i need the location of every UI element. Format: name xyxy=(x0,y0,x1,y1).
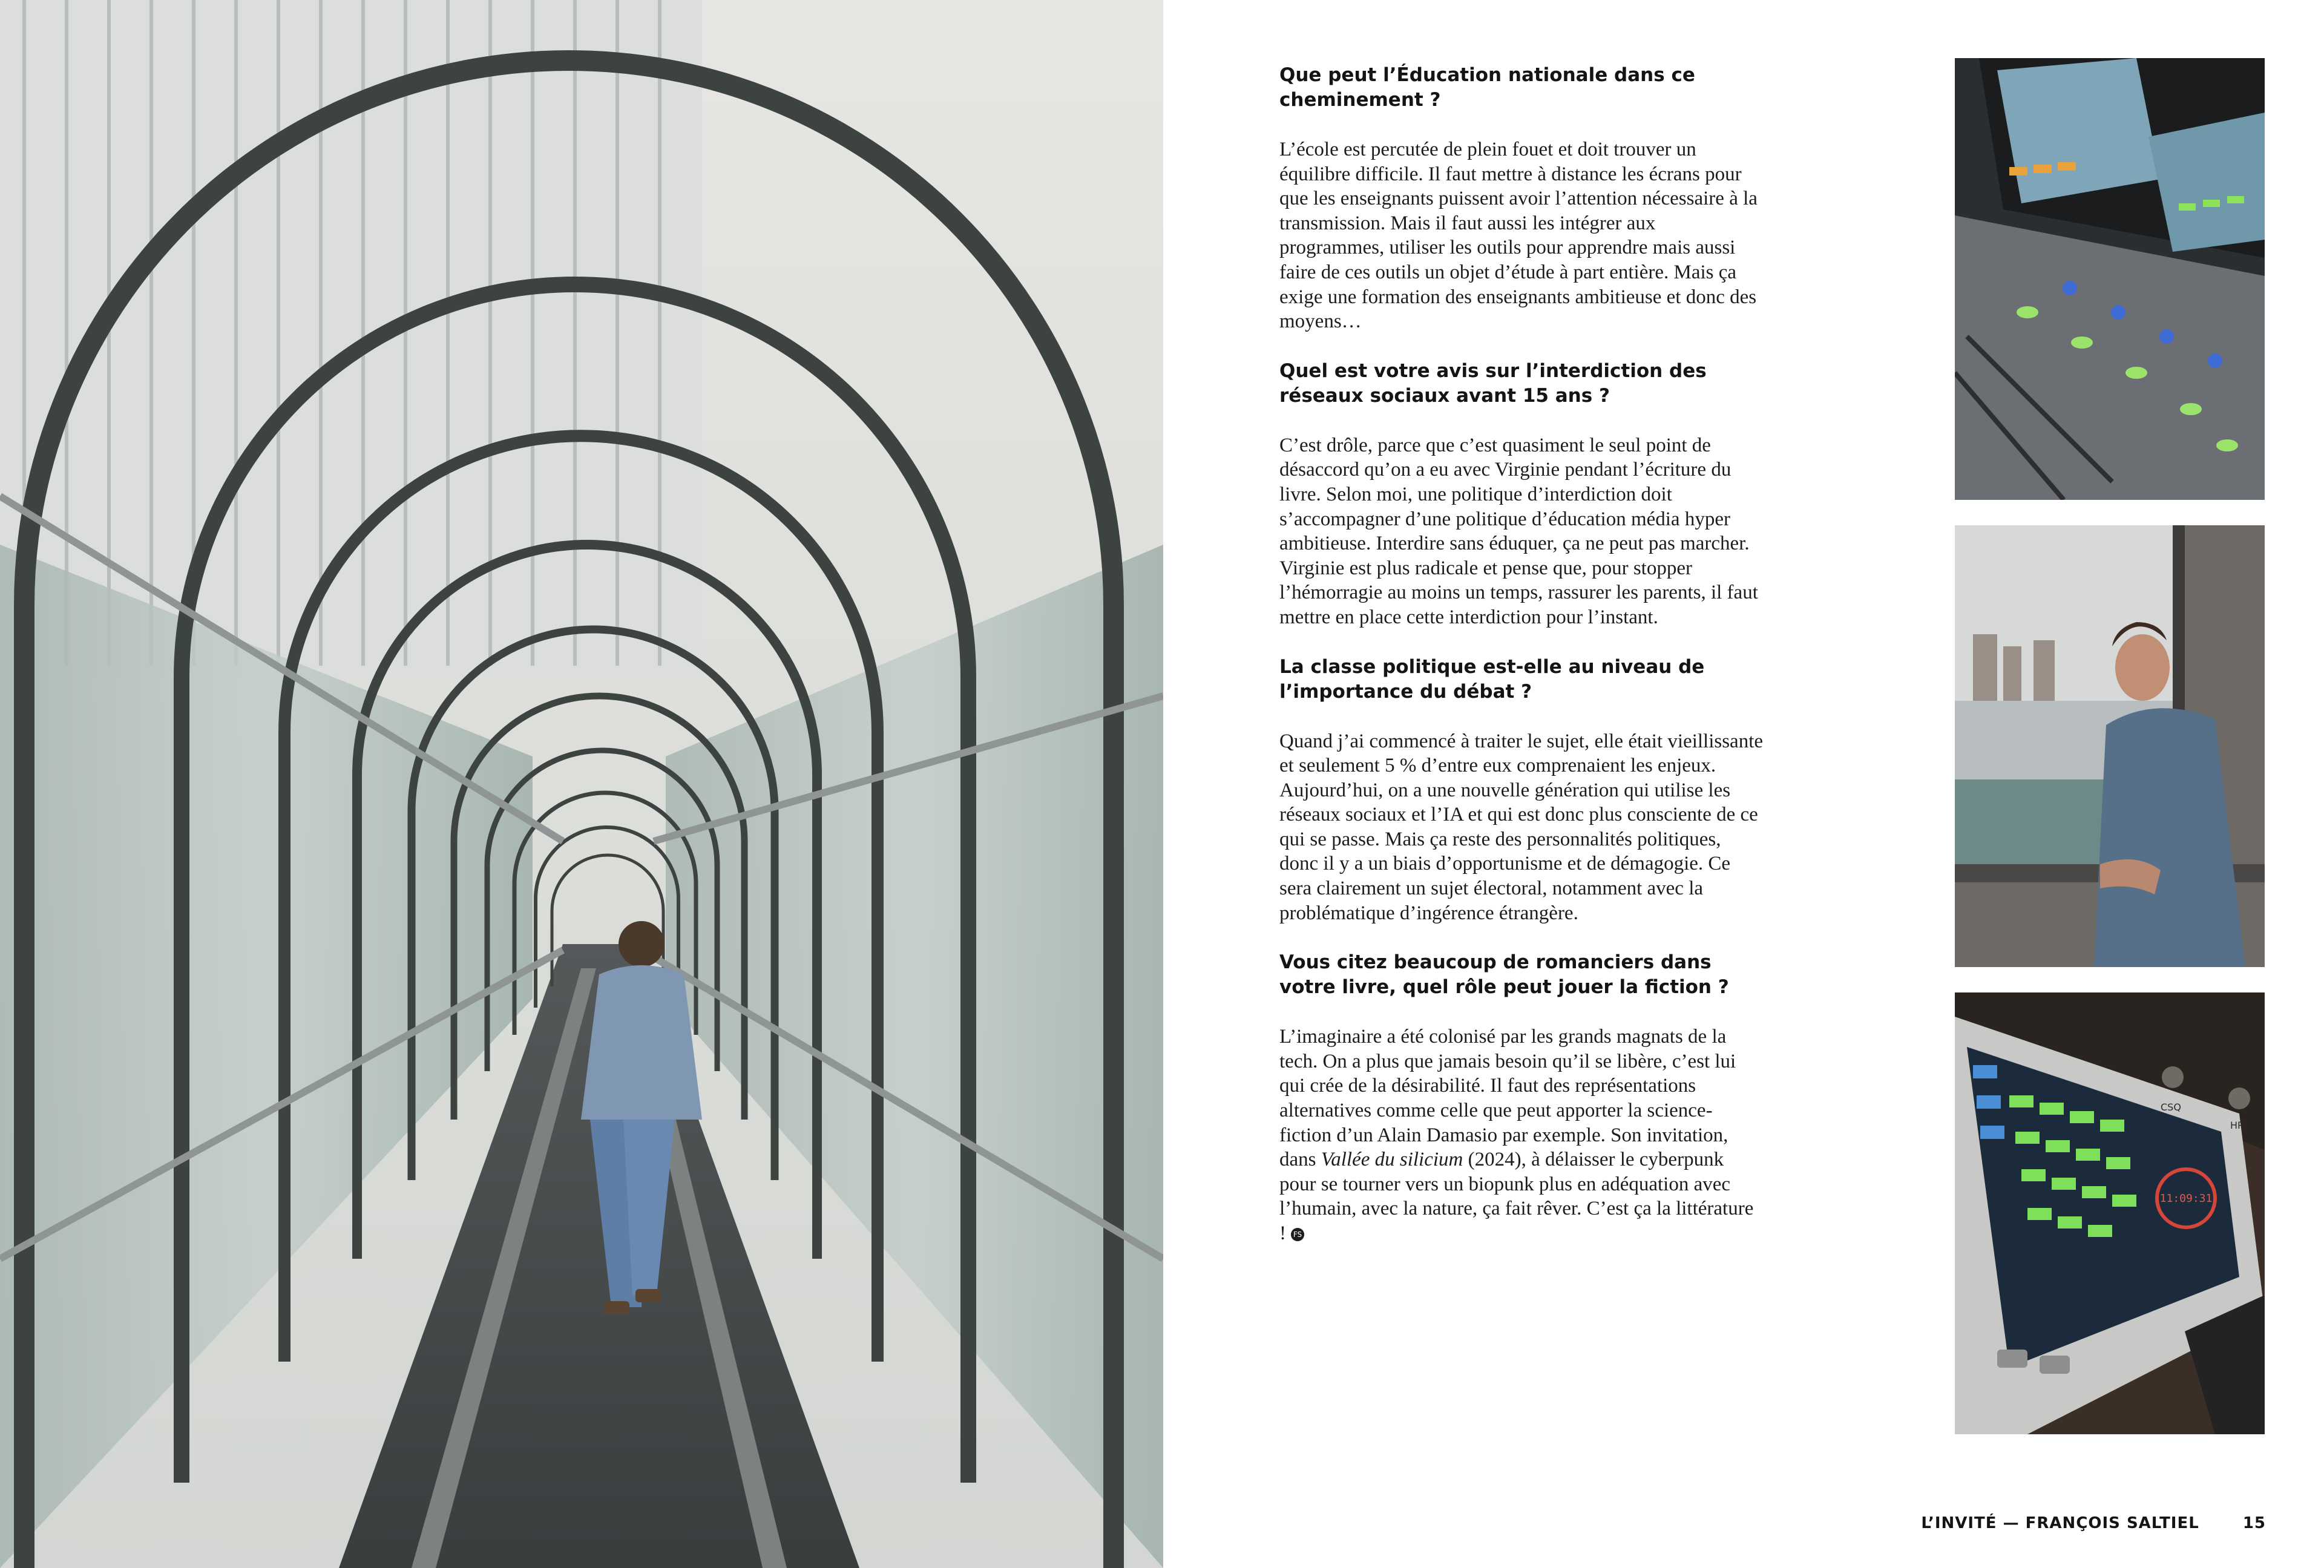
end-mark-icon: FS xyxy=(1291,1228,1304,1241)
answer-4-part-2: (2024), à délaisser le cyberpunk pour se tourner vers un biopunk plus en adéquation avec l’humain, avec la nature, ça fait rêver. C’est ça la littérature ! xyxy=(1279,1149,1754,1244)
console-photo xyxy=(1955,58,2265,500)
answer-2: C’est drôle, parce que c’est quasiment le seul point de désaccord qu’on a eu avec Virginie pendant l’écriture du livre. Selon moi, une politique d’interdiction doit s’accompagner d’une politique d’éducation média hyper ambitieuse. Interdire sans éduquer, ça ne peut pas marcher. Virginie est plus radicale et pense que, pour stopper l’hémorragie au moins un temps, rassurer les parents, il faut mettre en place cette interdiction pour l’instant. xyxy=(1279,434,1758,628)
window-portrait-illustration xyxy=(1955,525,2265,967)
window-portrait-photo xyxy=(1955,525,2265,967)
book-title: Vallée du silicium xyxy=(1321,1149,1463,1171)
csq-label: CSQ xyxy=(2161,1101,2181,1113)
answer-3: Quand j’ai commencé à traiter le sujet, elle était vieillissante et seulement 5 % d’entre eux comprenaient les enjeux. Aujourd’hui, on a une nouvelle génération qui utilise les réseaux sociaux et l’IA et qui est donc plus consciente de ce qui se passe. Mais ça reste des personnalités politiques, donc il y a un biais d’opportunisme et de démagogie. Ce sera clairement un sujet électoral, notamment avec la problématique d’ingérence étrangère. xyxy=(1279,730,1764,924)
question-1: Que peut l’Éducation nationale dans ce cheminement ? xyxy=(1279,64,1695,111)
running-title: L’INVITÉ — FRANÇOIS SALTIEL xyxy=(1921,1514,2199,1532)
page-number: 15 xyxy=(2242,1514,2266,1532)
answer-4 xyxy=(1279,1025,1764,1245)
question-4: Vous citez beaucoup de romanciers dans votre livre, quel rôle peut jouer la fiction ? xyxy=(1279,951,1729,999)
question-3: La classe politique est-elle au niveau de l’importance du débat ? xyxy=(1279,655,1705,703)
answer-1: L’école est percutée de plein fouet et doit trouver un équilibre difficile. Il faut mettre à distance les écrans pour que les enseignants puissent avoir l’attention nécessaire à la transmission. Mais il faut aussi les intégrer aux programmes, utiliser les outils pour apprendre mais aussi faire de ces outils un objet d’étude à part entière. Mais ça exige une formation des enseignants ambitieuse et donc des moyens… xyxy=(1279,139,1758,333)
console-illustration xyxy=(1955,58,2265,500)
hp-label: HP xyxy=(2230,1120,2244,1131)
control-panel-illustration xyxy=(1955,992,2265,1434)
answer-4-part-1: L’imaginaire a été colonisé par les grands magnats de la tech. On a plus que jamais besoin qu’il se libère, c’est lui qui crée de la désirabilité. Il faut des représentations alternatives comme celle que peut apporter la science-fiction d’un Alain Damasio par exemple. Son invitation, dans xyxy=(1279,1026,1736,1171)
question-2: Quel est votre avis sur l’interdiction des réseaux sociaux avant 15 ans ? xyxy=(1279,359,1707,407)
control-panel-photo xyxy=(1955,992,2265,1434)
clock-readout: 11:09:31 xyxy=(2159,1192,2213,1205)
page-footer xyxy=(1921,1514,2266,1532)
interview-column xyxy=(1279,63,1764,1246)
